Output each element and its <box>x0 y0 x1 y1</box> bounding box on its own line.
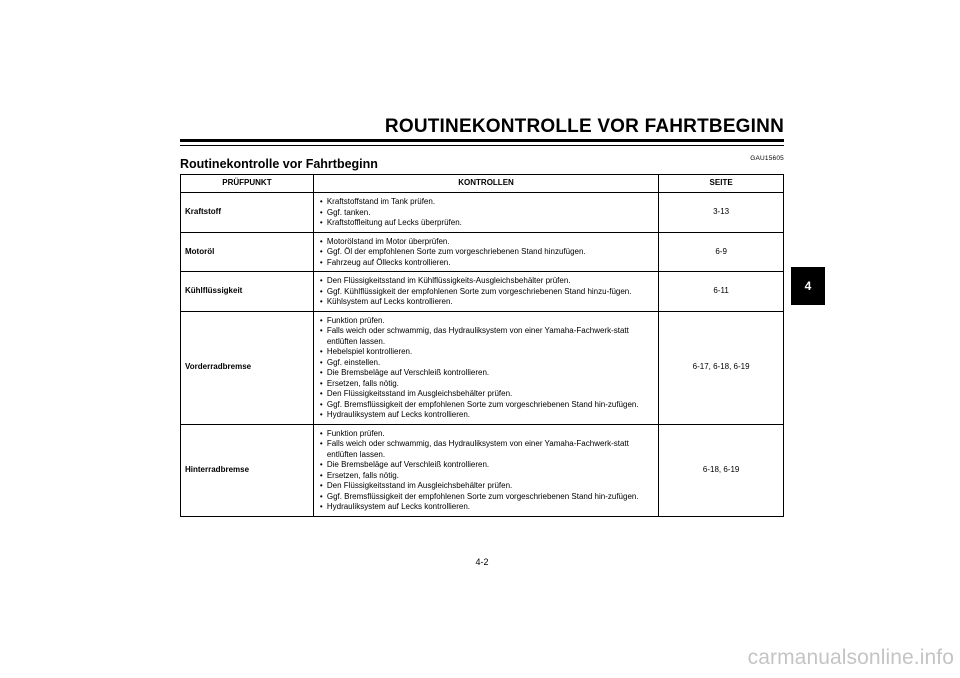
column-header-checks: KONTROLLEN <box>313 175 658 193</box>
check-list <box>314 272 658 311</box>
row-item-name: Kraftstoff <box>181 193 314 233</box>
column-header-item: PRÜFPUNKT <box>181 175 314 193</box>
page-number: 4-2 <box>475 557 489 567</box>
check-list-item: • Hydrauliksystem auf Lecks kontrollieren. <box>320 410 654 421</box>
row-checks <box>313 311 658 424</box>
check-list-item: • Kühlsystem auf Lecks kontrollieren. <box>320 297 654 308</box>
row-item-name: Motoröl <box>181 232 314 272</box>
table-row <box>181 193 784 233</box>
check-list <box>314 425 658 516</box>
table-row <box>181 232 784 272</box>
check-list-item: • Falls weich oder schwammig, das Hydrauliksystem von einer Yamaha-Fachwerk-statt entlüften lassen. <box>320 326 654 347</box>
row-item-name: Kühlflüssigkeit <box>181 272 314 312</box>
check-list <box>314 193 658 232</box>
row-page-reference: 6-11 <box>659 272 784 312</box>
check-list-item: • Fahrzeug auf Öllecks kontrollieren. <box>320 258 654 269</box>
check-list-item: • Die Bremsbeläge auf Verschleiß kontrollieren. <box>320 368 654 379</box>
row-page-reference: 6-9 <box>659 232 784 272</box>
check-list <box>314 312 658 424</box>
check-list-item: • Funktion prüfen. <box>320 316 654 327</box>
check-list-item: • Funktion prüfen. <box>320 429 654 440</box>
check-list-item: • Die Bremsbeläge auf Verschleiß kontrollieren. <box>320 460 654 471</box>
table-header-row <box>181 175 784 193</box>
check-list-item: • Hydrauliksystem auf Lecks kontrollieren. <box>320 502 654 513</box>
inspection-table <box>180 174 784 517</box>
check-list-item: • Motorölstand im Motor überprüfen. <box>320 237 654 248</box>
check-list-item: • Ggf. Bremsflüssigkeit der empfohlenen Sorte zum vorgeschriebenen Stand hin-zufügen. <box>320 492 654 503</box>
check-list-item: • Den Flüssigkeitsstand im Kühlflüssigkeits-Ausgleichsbehälter prüfen. <box>320 276 654 287</box>
check-list-item: • Kraftstoffstand im Tank prüfen. <box>320 197 654 208</box>
table-row <box>181 311 784 424</box>
check-list-item: • Ggf. tanken. <box>320 208 654 219</box>
check-list-item: • Ggf. Öl der empfohlenen Sorte zum vorgeschriebenen Stand hinzufügen. <box>320 247 654 258</box>
column-header-page: SEITE <box>659 175 784 193</box>
table-row <box>181 424 784 516</box>
check-list-item: • Den Flüssigkeitsstand im Ausgleichsbehälter prüfen. <box>320 481 654 492</box>
header-rule-thick <box>180 139 784 142</box>
check-list-item: • Ersetzen, falls nötig. <box>320 471 654 482</box>
watermark: carmanualsonline.info <box>747 646 954 669</box>
section-heading: Routinekontrolle vor Fahrtbeginn <box>180 157 378 171</box>
check-list-item: • Ersetzen, falls nötig. <box>320 379 654 390</box>
check-list-item: • Den Flüssigkeitsstand im Ausgleichsbehälter prüfen. <box>320 389 654 400</box>
check-list-item: • Hebelspiel kontrollieren. <box>320 347 654 358</box>
table-body <box>181 193 784 517</box>
row-checks <box>313 424 658 516</box>
check-list-item: • Kraftstoffleitung auf Lecks überprüfen. <box>320 218 654 229</box>
check-list-item: • Ggf. Bremsflüssigkeit der empfohlenen Sorte zum vorgeschriebenen Stand hin-zufügen. <box>320 400 654 411</box>
check-list-item: • Ggf. einstellen. <box>320 358 654 369</box>
row-checks <box>313 272 658 312</box>
header-rule-thin <box>180 145 784 146</box>
check-list-item: • Ggf. Kühlflüssigkeit der empfohlenen Sorte zum vorgeschriebenen Stand hinzu-fügen. <box>320 287 654 298</box>
document-code: GAU15605 <box>750 155 784 162</box>
row-page-reference: 6-18, 6-19 <box>659 424 784 516</box>
row-page-reference: 6-17, 6-18, 6-19 <box>659 311 784 424</box>
check-list <box>314 233 658 272</box>
row-item-name: Hinterradbremse <box>181 424 314 516</box>
row-checks <box>313 193 658 233</box>
table-row <box>181 272 784 312</box>
check-list-item: • Falls weich oder schwammig, das Hydrauliksystem von einer Yamaha-Fachwerk-statt entlüften lassen. <box>320 439 654 460</box>
row-item-name: Vorderradbremse <box>181 311 314 424</box>
row-checks <box>313 232 658 272</box>
row-page-reference: 3-13 <box>659 193 784 233</box>
page-header-title: ROUTINEKONTROLLE VOR FAHRTBEGINN <box>384 116 784 137</box>
chapter-tab-marker: 4 <box>791 267 825 305</box>
